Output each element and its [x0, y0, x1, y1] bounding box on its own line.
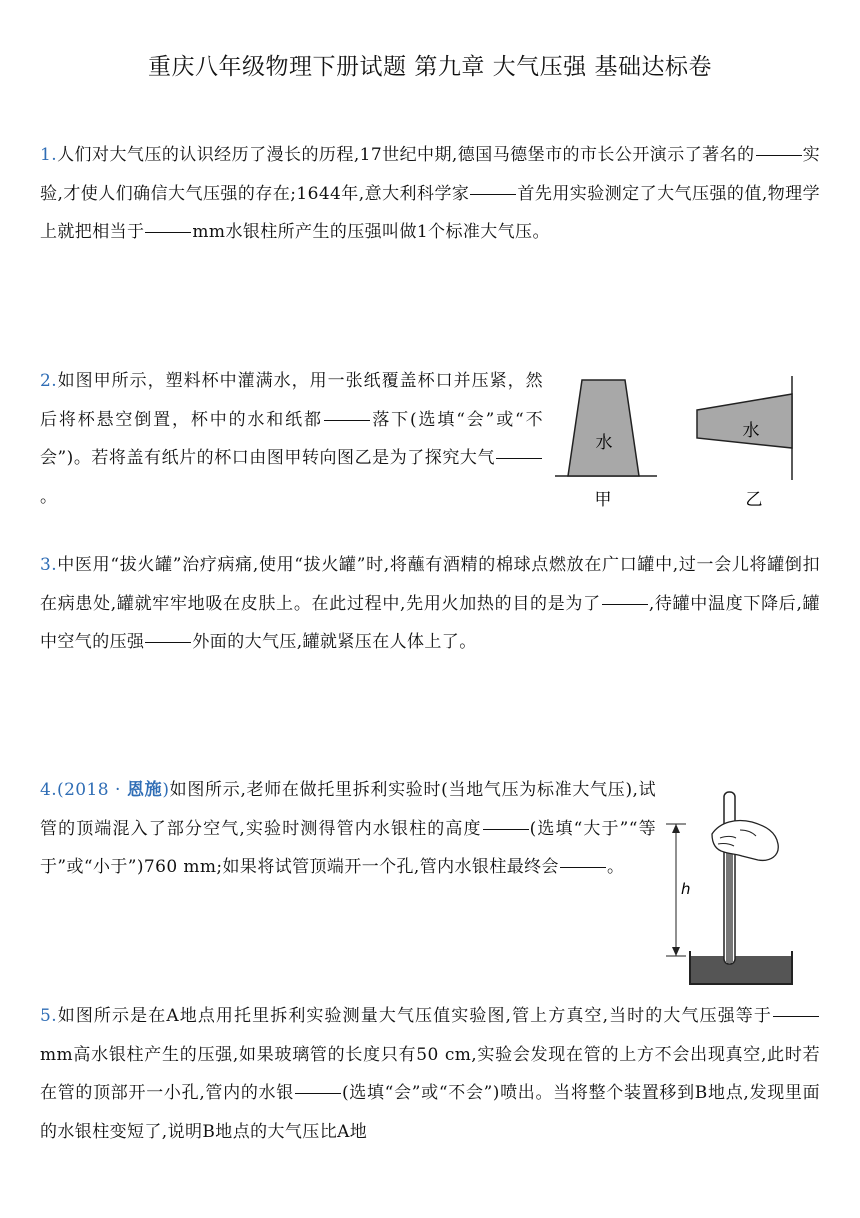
question-text: 落下(选填“会”或“不会”)。若将盖有纸片的杯口由图甲转向图乙是为了探究大气 — [40, 409, 543, 468]
question-source: (2018 · 恩施) — [57, 780, 170, 800]
answer-blank[interactable] — [295, 1092, 341, 1094]
question-text: 中医用“拔火罐”治疗病痛,使用“拔火罐”时,将蘸有酒精的棉球点燃放在广口罐中,过一会儿将罐倒扣在病患处,罐就牢牢地吸在皮肤上。在此过程中,先用火加热的目的是为了 — [40, 555, 820, 614]
answer-blank[interactable] — [470, 193, 516, 195]
cup-figure — [553, 370, 803, 520]
answer-blank[interactable] — [560, 866, 606, 868]
page-title: 重庆八年级物理下册试题 第九章 大气压强 基础达标卷 — [148, 54, 712, 80]
cup-jia — [568, 380, 639, 476]
figure-label-yi: 乙 — [745, 490, 763, 510]
question-number: 1. — [40, 145, 58, 165]
question-number: 4. — [40, 780, 58, 800]
arrow-down-icon — [672, 947, 680, 956]
question-text: 如图所示是在A地点用托里拆利实验测量大气压值实验图,管上方真空,当时的大气压强等于 — [57, 1006, 772, 1026]
question-3 — [40, 546, 820, 662]
question-text: 首先用实验测定了大气压强的值,物理学上就把相当于 — [40, 183, 821, 242]
answer-blank[interactable] — [496, 457, 542, 459]
hand-illustration — [712, 821, 778, 861]
question-text: 。 — [606, 857, 625, 877]
question-text: 如图所示,老师在做托里拆利实验时(当地气压为标准大气压),试管的顶端混入了部分空气,实验时测得管内水银柱的高度 — [40, 780, 656, 839]
question-text: ,待罐中温度下降后,罐中空气的压强 — [40, 593, 820, 652]
question-text: 人们对大气压的认识经历了漫长的历程,17世纪中期,德国马德堡市的市长公开演示了著名的 — [57, 145, 755, 165]
question-text: 如图甲所示，塑料杯中灌满水，用一张纸覆盖杯口并压紧，然后将杯悬空倒置，杯中的水和纸都 — [40, 371, 543, 430]
question-1 — [40, 136, 820, 252]
question-number: 5. — [40, 1006, 58, 1026]
torricelli-figure — [662, 786, 802, 991]
question-text: 。 — [40, 486, 58, 507]
question-5 — [40, 997, 820, 1151]
answer-blank[interactable] — [145, 641, 191, 643]
question-number: 2. — [40, 371, 58, 391]
question-number: 3. — [40, 555, 58, 575]
answer-blank[interactable] — [756, 154, 802, 156]
mercury-pool — [691, 956, 791, 983]
figure-label-jia: 甲 — [594, 490, 612, 510]
question-text: 实验,才使人们确信大气压强的存在;1644年,意大利科学家 — [40, 145, 820, 204]
answer-blank[interactable] — [773, 1015, 819, 1017]
question-2 — [40, 362, 543, 516]
water-label: 水 — [595, 433, 613, 453]
question-text: mm高水银柱产生的压强,如果玻璃管的长度只有50 cm,实验会发现在管的上方不会出现真空,此时若在管的顶部开一小孔,管内的水银 — [40, 1044, 820, 1103]
question-text: mm水银柱所产生的压强叫做1个标准大气压。 — [192, 222, 550, 242]
question-text: (选填“大于”“等于”或“小于”)760 mm;如果将试管顶端开一个孔,管内水银柱最终会 — [40, 818, 656, 877]
question-text: 外面的大气压,罐就紧压在人体上了。 — [192, 632, 477, 652]
answer-blank[interactable] — [602, 603, 648, 605]
height-label: h — [681, 880, 691, 898]
answer-blank[interactable] — [483, 828, 529, 830]
water-label: 水 — [742, 421, 760, 441]
arrow-up-icon — [672, 824, 680, 833]
answer-blank[interactable] — [324, 419, 370, 421]
question-4 — [40, 771, 656, 887]
answer-blank[interactable] — [145, 231, 191, 233]
question-text: (选填“会”或“不会”)喷出。当将整个装置移到B地点,发现里面的水银柱变短了,说明B地点的大气压比A地 — [40, 1083, 821, 1142]
